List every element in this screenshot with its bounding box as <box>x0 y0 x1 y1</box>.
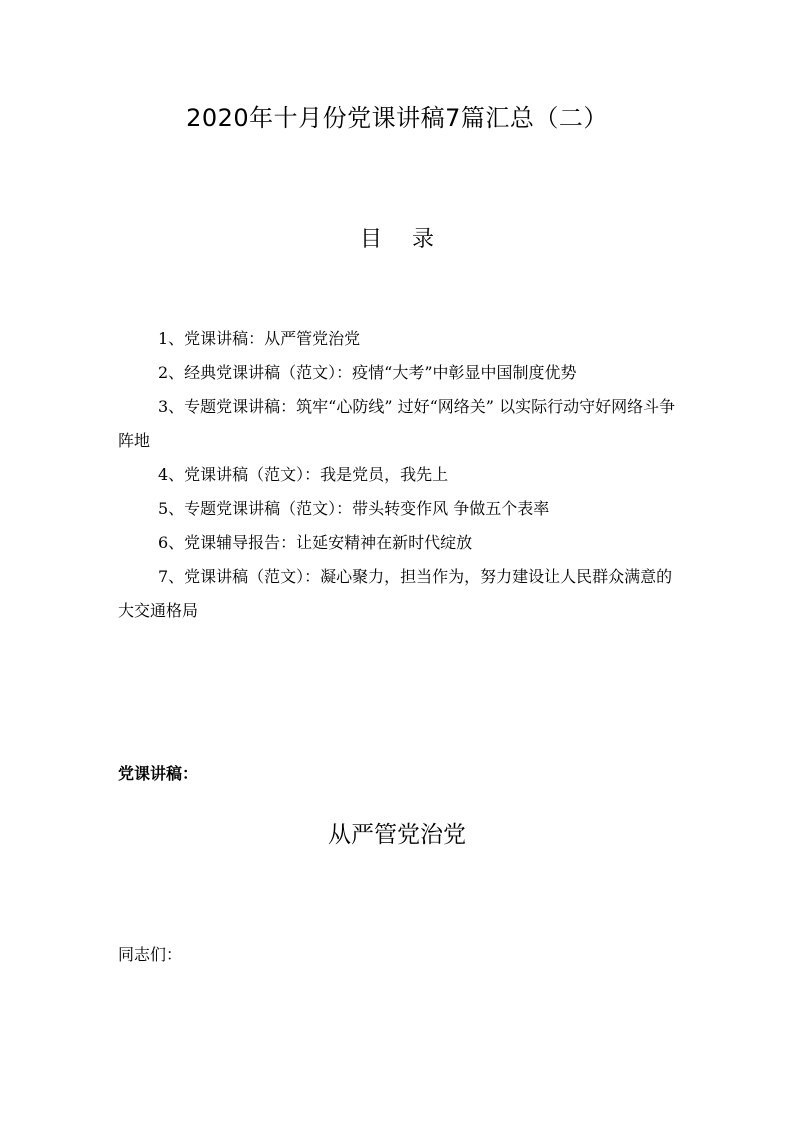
salutation: 同志们： <box>118 945 183 964</box>
toc-heading-char-1: 目 <box>359 227 382 252</box>
toc-item-2: 2、经典党课讲稿（范文）：疫情“大考”中彰显中国制度优势 <box>158 363 577 382</box>
toc-item-7: 7、党课讲稿（范文）：凝心聚力，担当作为，努力建设让人民群众满意的大交通格局 <box>118 567 673 620</box>
toc-heading-char-2: 录 <box>412 227 435 252</box>
table-of-contents <box>118 322 680 628</box>
toc-item-5: 5、专题党课讲稿（范文）：带头转变作风 争做五个表率 <box>158 499 550 518</box>
document-title: 2020年十月份党课讲稿7篇汇总（二） <box>186 104 608 132</box>
toc-item-3: 3、专题党课讲稿：筑牢“心防线” 过好“网络关” 以实际行动守好网络斗争阵地 <box>118 397 676 450</box>
toc-item-1: 1、党课讲稿：从严管党治党 <box>158 329 361 348</box>
toc-item-6: 6、党课辅导报告：让延安精神在新时代绽放 <box>158 533 473 552</box>
section-label: 党课讲稿： <box>118 764 199 783</box>
toc-heading <box>0 224 794 256</box>
toc-item-4: 4、党课讲稿（范文）：我是党员，我先上 <box>158 465 449 484</box>
speech-title: 从严管党治党 <box>328 822 466 848</box>
